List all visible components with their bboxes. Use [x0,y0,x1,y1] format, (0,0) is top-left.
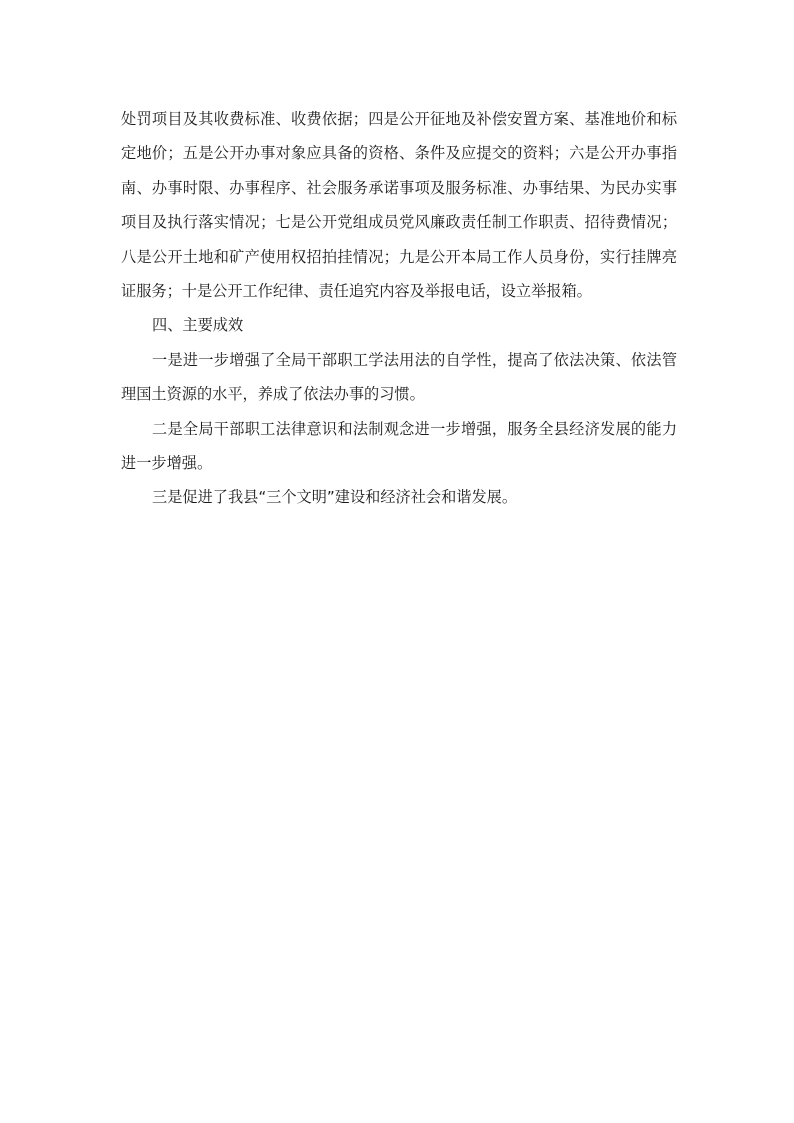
section-heading-main-results: 四、主要成效 [152,316,244,335]
paragraph-result-3: 三是促进了我县“三个文明”建设和经济社会和谐发展。 [152,488,518,507]
paragraph-result-2: 二是全局干部职工法律意识和法制观念进一步增强，服务全县经济发展的能力进一步增强。 [121,419,677,473]
document-body [121,102,677,515]
paragraph-result-1: 一是进一步增强了全局干部职工学法用法的自学性，提高了依法决策、依法管理国土资源的水平，养成了依法办事的习惯。 [121,350,677,404]
paragraph-public-items: 处罚项目及其收费标准、收费依据；四是公开征地及补偿安置方案、基准地价和标定地价；五是公开办事对象应具备的资格、条件及应提交的资料；六是公开办事指南、办事时限、办事程序、社会服务承诺事项及服务标准、办事结果、为民办实事项目及执行落实情况；七是公开党组成员党风廉政责任制工作职责、招待费情况；八是公开土地和矿产使用权招拍挂情况；九是公开本局工作人员身份，实行挂牌亮证服务；十是公开工作纪律、责任追究内容及举报电话，设立举报箱。 [121,110,677,301]
